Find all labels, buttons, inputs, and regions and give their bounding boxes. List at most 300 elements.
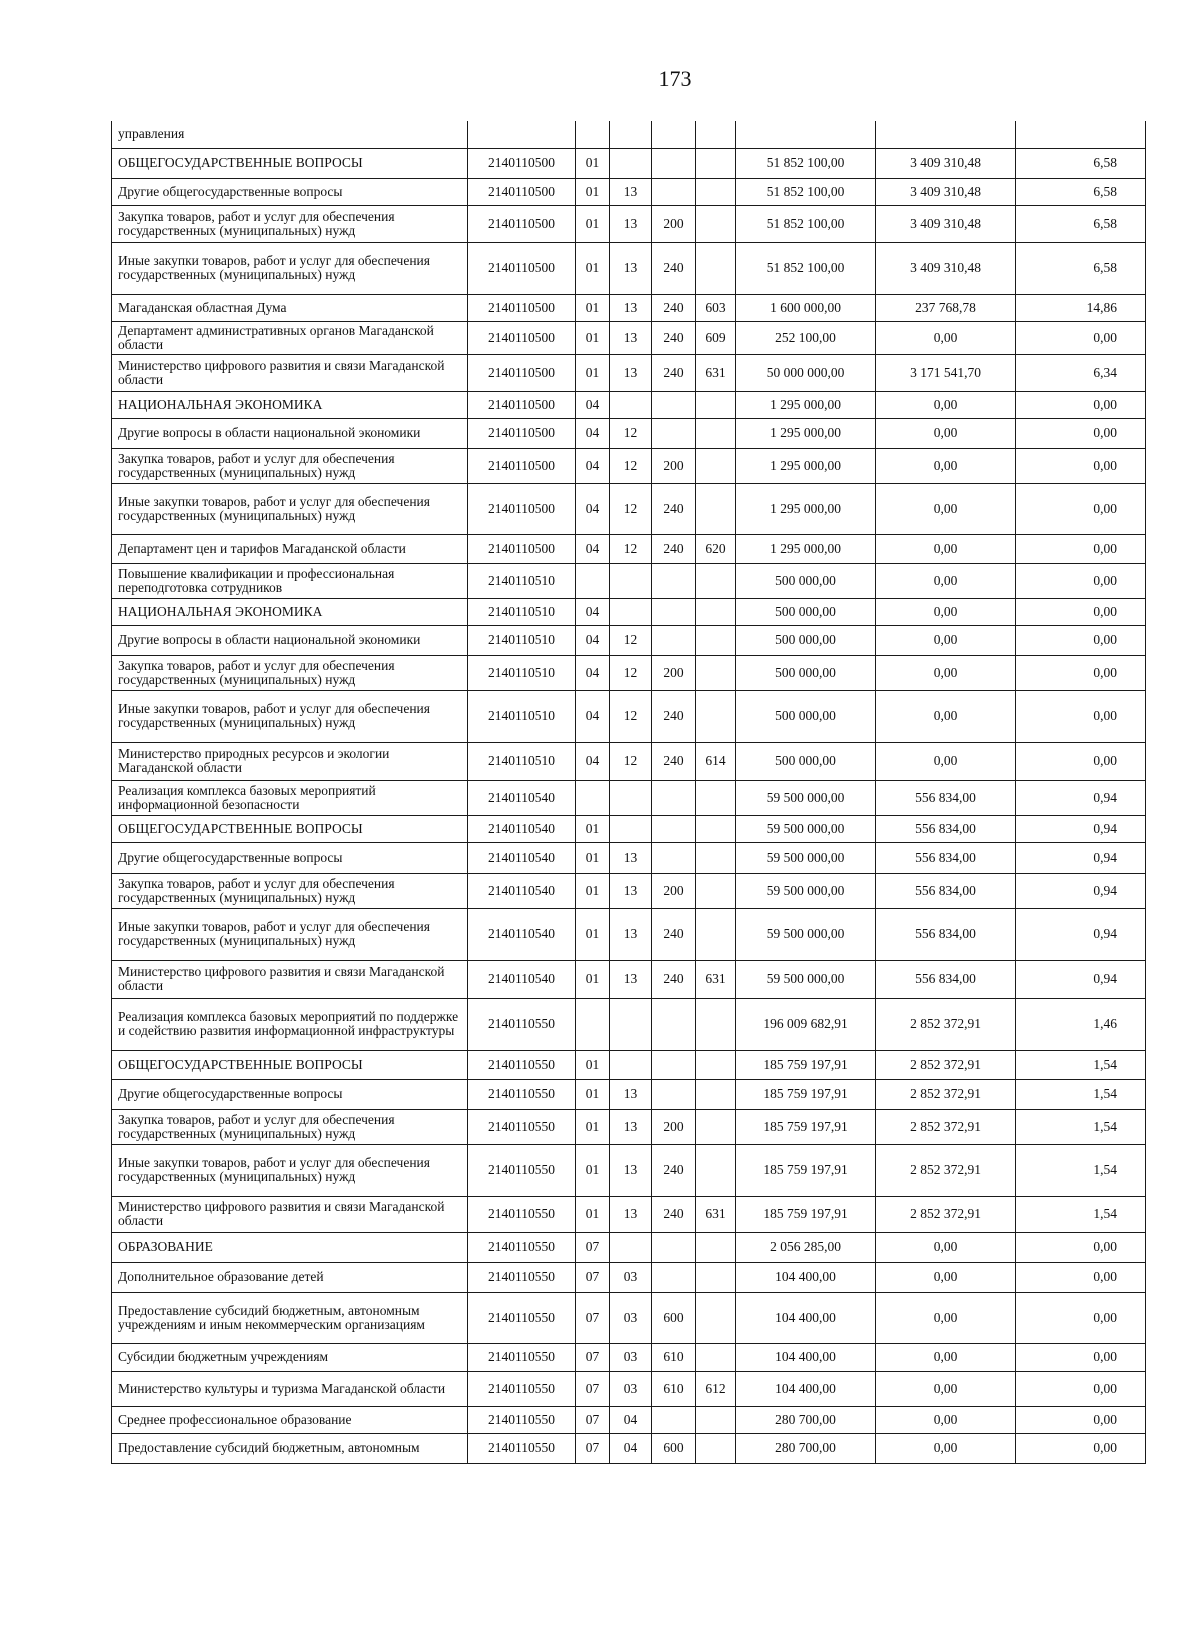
cell-plan: 500 000,00 xyxy=(736,742,876,780)
cell-pr: 12 xyxy=(610,690,652,742)
cell-name: Иные закупки товаров, работ и услуг для обеспечения государственных (муниципальных) нужд xyxy=(112,1144,468,1196)
cell-code: 2140110510 xyxy=(468,690,576,742)
cell-fact: 0,00 xyxy=(876,321,1016,354)
cell-rz: 04 xyxy=(576,448,610,483)
cell-pct: 6,58 xyxy=(1016,148,1146,178)
cell-name: Департамент цен и тарифов Магаданской области xyxy=(112,534,468,563)
cell-pr xyxy=(610,148,652,178)
cell-plan: 59 500 000,00 xyxy=(736,780,876,815)
cell-code: 2140110540 xyxy=(468,873,576,908)
cell-pr: 13 xyxy=(610,321,652,354)
cell-pct: 0,00 xyxy=(1016,690,1146,742)
cell-fact: 0,00 xyxy=(876,742,1016,780)
cell-gr xyxy=(696,625,736,655)
cell-pct: 0,00 xyxy=(1016,563,1146,598)
cell-name: Закупка товаров, работ и услуг для обеспечения государственных (муниципальных) нужд xyxy=(112,655,468,690)
cell-rz: 01 xyxy=(576,815,610,842)
cell-plan: 50 000 000,00 xyxy=(736,354,876,391)
cell-fact: 0,00 xyxy=(876,563,1016,598)
cell-plan: 104 400,00 xyxy=(736,1262,876,1292)
cell-vr: 200 xyxy=(652,655,696,690)
cell-pr: 13 xyxy=(610,960,652,998)
table-row xyxy=(112,178,1146,205)
cell-plan: 1 295 000,00 xyxy=(736,534,876,563)
cell-code: 2140110540 xyxy=(468,960,576,998)
cell-gr xyxy=(696,1109,736,1144)
cell-pr: 12 xyxy=(610,625,652,655)
cell-plan: 185 759 197,91 xyxy=(736,1050,876,1079)
cell-gr: 614 xyxy=(696,742,736,780)
cell-rz: 01 xyxy=(576,242,610,294)
cell-fact: 0,00 xyxy=(876,1343,1016,1371)
table-row xyxy=(112,873,1146,908)
cell-code: 2140110550 xyxy=(468,1109,576,1144)
table-row xyxy=(112,563,1146,598)
cell-code: 2140110500 xyxy=(468,242,576,294)
cell-code: 2140110500 xyxy=(468,178,576,205)
cell-code: 2140110550 xyxy=(468,1196,576,1232)
cell-plan: 500 000,00 xyxy=(736,655,876,690)
cell-fact: 0,00 xyxy=(876,1433,1016,1463)
cell-vr xyxy=(652,998,696,1050)
cell-gr: 631 xyxy=(696,960,736,998)
cell-plan: 104 400,00 xyxy=(736,1371,876,1406)
cell-name: Министерство цифрового развития и связи Магаданской области xyxy=(112,960,468,998)
cell-pr: 13 xyxy=(610,205,652,242)
cell-pct: 0,00 xyxy=(1016,391,1146,418)
cell-code: 2140110500 xyxy=(468,148,576,178)
cell-pr: 12 xyxy=(610,655,652,690)
cell-vr xyxy=(652,1232,696,1262)
cell-rz: 01 xyxy=(576,873,610,908)
cell-code: 2140110550 xyxy=(468,1371,576,1406)
table-row xyxy=(112,815,1146,842)
cell-plan: 51 852 100,00 xyxy=(736,242,876,294)
cell-plan: 59 500 000,00 xyxy=(736,873,876,908)
cell-vr: 610 xyxy=(652,1343,696,1371)
cell-fact xyxy=(876,121,1016,148)
cell-gr xyxy=(696,242,736,294)
cell-gr xyxy=(696,780,736,815)
cell-pr: 13 xyxy=(610,908,652,960)
cell-fact: 3 409 310,48 xyxy=(876,242,1016,294)
cell-pct: 0,00 xyxy=(1016,483,1146,534)
table-row xyxy=(112,1144,1146,1196)
table-row xyxy=(112,742,1146,780)
cell-vr: 600 xyxy=(652,1433,696,1463)
cell-code: 2140110540 xyxy=(468,908,576,960)
cell-rz: 04 xyxy=(576,690,610,742)
cell-code: 2140110550 xyxy=(468,1406,576,1433)
cell-plan: 185 759 197,91 xyxy=(736,1109,876,1144)
cell-code: 2140110550 xyxy=(468,1050,576,1079)
table-row xyxy=(112,598,1146,625)
table-row xyxy=(112,960,1146,998)
cell-vr xyxy=(652,1262,696,1292)
cell-code: 2140110550 xyxy=(468,1262,576,1292)
cell-rz: 04 xyxy=(576,391,610,418)
cell-pct: 0,00 xyxy=(1016,1232,1146,1262)
cell-vr: 610 xyxy=(652,1371,696,1406)
cell-fact: 0,00 xyxy=(876,1371,1016,1406)
cell-rz: 01 xyxy=(576,321,610,354)
cell-gr xyxy=(696,598,736,625)
cell-name: Реализация комплекса базовых мероприятий информационной безопасности xyxy=(112,780,468,815)
cell-pct: 1,54 xyxy=(1016,1144,1146,1196)
table-row xyxy=(112,1433,1146,1463)
cell-pct: 0,00 xyxy=(1016,1343,1146,1371)
cell-vr xyxy=(652,148,696,178)
cell-plan: 51 852 100,00 xyxy=(736,205,876,242)
cell-gr xyxy=(696,448,736,483)
cell-pr: 13 xyxy=(610,294,652,321)
cell-name: Департамент административных органов Магаданской области xyxy=(112,321,468,354)
cell-pr xyxy=(610,121,652,148)
cell-name: Иные закупки товаров, работ и услуг для обеспечения государственных (муниципальных) нужд xyxy=(112,242,468,294)
cell-pct: 0,00 xyxy=(1016,1292,1146,1343)
cell-pr xyxy=(610,598,652,625)
table-row xyxy=(112,294,1146,321)
cell-gr: 612 xyxy=(696,1371,736,1406)
cell-plan: 59 500 000,00 xyxy=(736,960,876,998)
cell-code: 2140110540 xyxy=(468,780,576,815)
cell-plan: 500 000,00 xyxy=(736,625,876,655)
cell-gr xyxy=(696,1232,736,1262)
cell-rz xyxy=(576,563,610,598)
cell-pct: 0,00 xyxy=(1016,1371,1146,1406)
cell-fact: 0,00 xyxy=(876,1406,1016,1433)
cell-plan: 280 700,00 xyxy=(736,1433,876,1463)
cell-fact: 556 834,00 xyxy=(876,908,1016,960)
cell-gr xyxy=(696,121,736,148)
cell-gr xyxy=(696,1433,736,1463)
cell-vr xyxy=(652,418,696,448)
cell-rz: 04 xyxy=(576,534,610,563)
cell-code: 2140110550 xyxy=(468,1232,576,1262)
cell-code: 2140110510 xyxy=(468,598,576,625)
cell-rz: 04 xyxy=(576,598,610,625)
cell-gr xyxy=(696,1406,736,1433)
cell-pct: 1,54 xyxy=(1016,1050,1146,1079)
cell-code: 2140110540 xyxy=(468,842,576,873)
cell-plan: 51 852 100,00 xyxy=(736,178,876,205)
cell-code: 2140110510 xyxy=(468,563,576,598)
cell-pr: 13 xyxy=(610,178,652,205)
cell-gr xyxy=(696,1343,736,1371)
cell-code: 2140110500 xyxy=(468,391,576,418)
cell-pr xyxy=(610,998,652,1050)
cell-pct: 6,58 xyxy=(1016,205,1146,242)
cell-plan: 59 500 000,00 xyxy=(736,908,876,960)
cell-vr xyxy=(652,391,696,418)
cell-pr xyxy=(610,563,652,598)
cell-fact: 0,00 xyxy=(876,534,1016,563)
cell-rz: 01 xyxy=(576,960,610,998)
cell-rz xyxy=(576,998,610,1050)
cell-code: 2140110550 xyxy=(468,1343,576,1371)
table-row xyxy=(112,1371,1146,1406)
cell-code: 2140110510 xyxy=(468,625,576,655)
cell-pct: 1,54 xyxy=(1016,1196,1146,1232)
cell-gr xyxy=(696,148,736,178)
cell-name: управления xyxy=(112,121,468,148)
table-row xyxy=(112,780,1146,815)
cell-fact: 0,00 xyxy=(876,625,1016,655)
cell-pr: 13 xyxy=(610,1079,652,1109)
cell-pct: 0,00 xyxy=(1016,534,1146,563)
cell-rz: 07 xyxy=(576,1232,610,1262)
cell-rz: 04 xyxy=(576,483,610,534)
cell-vr: 200 xyxy=(652,873,696,908)
cell-plan: 185 759 197,91 xyxy=(736,1196,876,1232)
cell-name: Закупка товаров, работ и услуг для обеспечения государственных (муниципальных) нужд xyxy=(112,205,468,242)
cell-gr xyxy=(696,1292,736,1343)
cell-plan: 1 295 000,00 xyxy=(736,391,876,418)
cell-rz: 01 xyxy=(576,1109,610,1144)
cell-rz: 01 xyxy=(576,908,610,960)
cell-pr: 13 xyxy=(610,1109,652,1144)
cell-fact: 556 834,00 xyxy=(876,815,1016,842)
cell-vr: 240 xyxy=(652,908,696,960)
cell-pr xyxy=(610,391,652,418)
cell-pct: 0,00 xyxy=(1016,598,1146,625)
cell-vr: 240 xyxy=(652,534,696,563)
cell-name: Предоставление субсидий бюджетным, автономным xyxy=(112,1433,468,1463)
cell-pct: 0,94 xyxy=(1016,815,1146,842)
cell-rz: 07 xyxy=(576,1262,610,1292)
cell-name: Магаданская областная Дума xyxy=(112,294,468,321)
cell-pct: 0,00 xyxy=(1016,655,1146,690)
table-row xyxy=(112,1343,1146,1371)
cell-plan: 2 056 285,00 xyxy=(736,1232,876,1262)
cell-vr: 240 xyxy=(652,1144,696,1196)
cell-gr xyxy=(696,873,736,908)
cell-pct: 6,58 xyxy=(1016,178,1146,205)
cell-pr: 12 xyxy=(610,483,652,534)
cell-pr: 13 xyxy=(610,842,652,873)
cell-name: Иные закупки товаров, работ и услуг для обеспечения государственных (муниципальных) нужд xyxy=(112,690,468,742)
cell-fact: 0,00 xyxy=(876,483,1016,534)
cell-plan: 104 400,00 xyxy=(736,1292,876,1343)
cell-vr: 240 xyxy=(652,354,696,391)
cell-pr: 12 xyxy=(610,742,652,780)
cell-pct: 1,54 xyxy=(1016,1079,1146,1109)
cell-gr xyxy=(696,391,736,418)
cell-vr xyxy=(652,178,696,205)
cell-name: Среднее профессиональное образование xyxy=(112,1406,468,1433)
cell-gr xyxy=(696,205,736,242)
cell-code: 2140110540 xyxy=(468,815,576,842)
cell-vr xyxy=(652,563,696,598)
cell-rz: 01 xyxy=(576,1144,610,1196)
cell-rz: 01 xyxy=(576,1079,610,1109)
cell-code: 2140110510 xyxy=(468,655,576,690)
cell-plan: 196 009 682,91 xyxy=(736,998,876,1050)
cell-plan: 280 700,00 xyxy=(736,1406,876,1433)
cell-plan: 252 100,00 xyxy=(736,321,876,354)
cell-pr: 13 xyxy=(610,1144,652,1196)
cell-pct: 6,58 xyxy=(1016,242,1146,294)
cell-fact: 0,00 xyxy=(876,391,1016,418)
cell-pr: 03 xyxy=(610,1343,652,1371)
cell-gr xyxy=(696,178,736,205)
cell-gr xyxy=(696,998,736,1050)
table-row xyxy=(112,842,1146,873)
cell-gr xyxy=(696,1050,736,1079)
cell-pr: 13 xyxy=(610,1196,652,1232)
cell-code: 2140110550 xyxy=(468,1292,576,1343)
table-row xyxy=(112,1109,1146,1144)
cell-pr: 13 xyxy=(610,354,652,391)
cell-pr xyxy=(610,815,652,842)
cell-rz: 01 xyxy=(576,1196,610,1232)
cell-pct: 0,94 xyxy=(1016,873,1146,908)
cell-name: Реализация комплекса базовых мероприятий по поддержке и содействию развития информационной инфраструктуры xyxy=(112,998,468,1050)
cell-pct: 0,00 xyxy=(1016,1262,1146,1292)
cell-name: Дополнительное образование детей xyxy=(112,1262,468,1292)
cell-plan xyxy=(736,121,876,148)
cell-code: 2140110510 xyxy=(468,742,576,780)
cell-code xyxy=(468,121,576,148)
cell-rz: 01 xyxy=(576,842,610,873)
cell-gr xyxy=(696,1144,736,1196)
table-row xyxy=(112,1262,1146,1292)
cell-code: 2140110500 xyxy=(468,534,576,563)
cell-pct: 0,00 xyxy=(1016,321,1146,354)
cell-rz: 07 xyxy=(576,1433,610,1463)
cell-vr xyxy=(652,815,696,842)
cell-code: 2140110550 xyxy=(468,1079,576,1109)
cell-name: Другие вопросы в области национальной экономики xyxy=(112,418,468,448)
cell-name: Субсидии бюджетным учреждениям xyxy=(112,1343,468,1371)
cell-pct: 0,00 xyxy=(1016,1406,1146,1433)
cell-vr: 240 xyxy=(652,742,696,780)
cell-gr: 631 xyxy=(696,354,736,391)
cell-plan: 104 400,00 xyxy=(736,1343,876,1371)
table-row xyxy=(112,418,1146,448)
cell-plan: 185 759 197,91 xyxy=(736,1144,876,1196)
cell-pct: 14,86 xyxy=(1016,294,1146,321)
cell-pct: 1,46 xyxy=(1016,998,1146,1050)
cell-gr xyxy=(696,563,736,598)
cell-vr: 200 xyxy=(652,1109,696,1144)
cell-name: Закупка товаров, работ и услуг для обеспечения государственных (муниципальных) нужд xyxy=(112,448,468,483)
cell-name: Министерство культуры и туризма Магаданской области xyxy=(112,1371,468,1406)
cell-fact: 556 834,00 xyxy=(876,842,1016,873)
cell-gr xyxy=(696,908,736,960)
cell-name: НАЦИОНАЛЬНАЯ ЭКОНОМИКА xyxy=(112,391,468,418)
cell-name: ОБЩЕГОСУДАРСТВЕННЫЕ ВОПРОСЫ xyxy=(112,1050,468,1079)
cell-vr xyxy=(652,780,696,815)
cell-fact: 3 409 310,48 xyxy=(876,178,1016,205)
cell-name: Министерство природных ресурсов и экологии Магаданской области xyxy=(112,742,468,780)
cell-fact: 0,00 xyxy=(876,598,1016,625)
cell-pct: 0,00 xyxy=(1016,448,1146,483)
cell-fact: 3 171 541,70 xyxy=(876,354,1016,391)
cell-plan: 500 000,00 xyxy=(736,690,876,742)
cell-name: Другие общегосударственные вопросы xyxy=(112,1079,468,1109)
cell-name: Иные закупки товаров, работ и услуг для обеспечения государственных (муниципальных) нужд xyxy=(112,908,468,960)
cell-gr xyxy=(696,842,736,873)
cell-vr xyxy=(652,598,696,625)
cell-rz: 04 xyxy=(576,742,610,780)
cell-fact: 3 409 310,48 xyxy=(876,148,1016,178)
table-row xyxy=(112,391,1146,418)
cell-gr xyxy=(696,690,736,742)
cell-plan: 1 295 000,00 xyxy=(736,418,876,448)
cell-vr xyxy=(652,1050,696,1079)
cell-rz: 04 xyxy=(576,625,610,655)
cell-name: Другие вопросы в области национальной экономики xyxy=(112,625,468,655)
cell-rz: 01 xyxy=(576,148,610,178)
cell-fact: 2 852 372,91 xyxy=(876,1050,1016,1079)
table-row xyxy=(112,148,1146,178)
cell-gr xyxy=(696,418,736,448)
cell-pr: 12 xyxy=(610,534,652,563)
cell-code: 2140110500 xyxy=(468,483,576,534)
cell-plan: 1 600 000,00 xyxy=(736,294,876,321)
cell-plan: 1 295 000,00 xyxy=(736,483,876,534)
cell-pr: 03 xyxy=(610,1262,652,1292)
cell-vr xyxy=(652,1406,696,1433)
cell-vr: 240 xyxy=(652,321,696,354)
cell-pr: 04 xyxy=(610,1433,652,1463)
budget-table xyxy=(111,121,1146,1464)
cell-code: 2140110500 xyxy=(468,448,576,483)
cell-code: 2140110550 xyxy=(468,998,576,1050)
cell-pr: 03 xyxy=(610,1292,652,1343)
table-row xyxy=(112,690,1146,742)
cell-rz: 04 xyxy=(576,418,610,448)
table-row xyxy=(112,1079,1146,1109)
cell-pct: 0,00 xyxy=(1016,625,1146,655)
cell-name: Закупка товаров, работ и услуг для обеспечения государственных (муниципальных) нужд xyxy=(112,873,468,908)
cell-vr: 200 xyxy=(652,205,696,242)
cell-pct xyxy=(1016,121,1146,148)
cell-name: НАЦИОНАЛЬНАЯ ЭКОНОМИКА xyxy=(112,598,468,625)
cell-name: Министерство цифрового развития и связи Магаданской области xyxy=(112,1196,468,1232)
table-row xyxy=(112,321,1146,354)
cell-code: 2140110550 xyxy=(468,1144,576,1196)
cell-gr xyxy=(696,483,736,534)
cell-code: 2140110500 xyxy=(468,321,576,354)
cell-pct: 6,34 xyxy=(1016,354,1146,391)
cell-fact: 2 852 372,91 xyxy=(876,998,1016,1050)
cell-fact: 0,00 xyxy=(876,1292,1016,1343)
cell-pr: 12 xyxy=(610,418,652,448)
table-row xyxy=(112,242,1146,294)
table-row xyxy=(112,1196,1146,1232)
cell-rz: 07 xyxy=(576,1343,610,1371)
cell-rz xyxy=(576,780,610,815)
table-row xyxy=(112,1050,1146,1079)
cell-plan: 59 500 000,00 xyxy=(736,842,876,873)
table-row xyxy=(112,998,1146,1050)
cell-rz: 07 xyxy=(576,1371,610,1406)
cell-vr: 600 xyxy=(652,1292,696,1343)
table-row xyxy=(112,205,1146,242)
cell-plan: 500 000,00 xyxy=(736,563,876,598)
cell-name: Повышение квалификации и профессиональная переподготовка сотрудников xyxy=(112,563,468,598)
cell-gr xyxy=(696,655,736,690)
cell-fact: 0,00 xyxy=(876,690,1016,742)
cell-vr xyxy=(652,1079,696,1109)
cell-pr: 13 xyxy=(610,873,652,908)
cell-name: Предоставление субсидий бюджетным, автономным учреждениям и иным некоммерческим организациям xyxy=(112,1292,468,1343)
cell-rz: 01 xyxy=(576,178,610,205)
cell-vr xyxy=(652,842,696,873)
cell-fact: 0,00 xyxy=(876,1232,1016,1262)
